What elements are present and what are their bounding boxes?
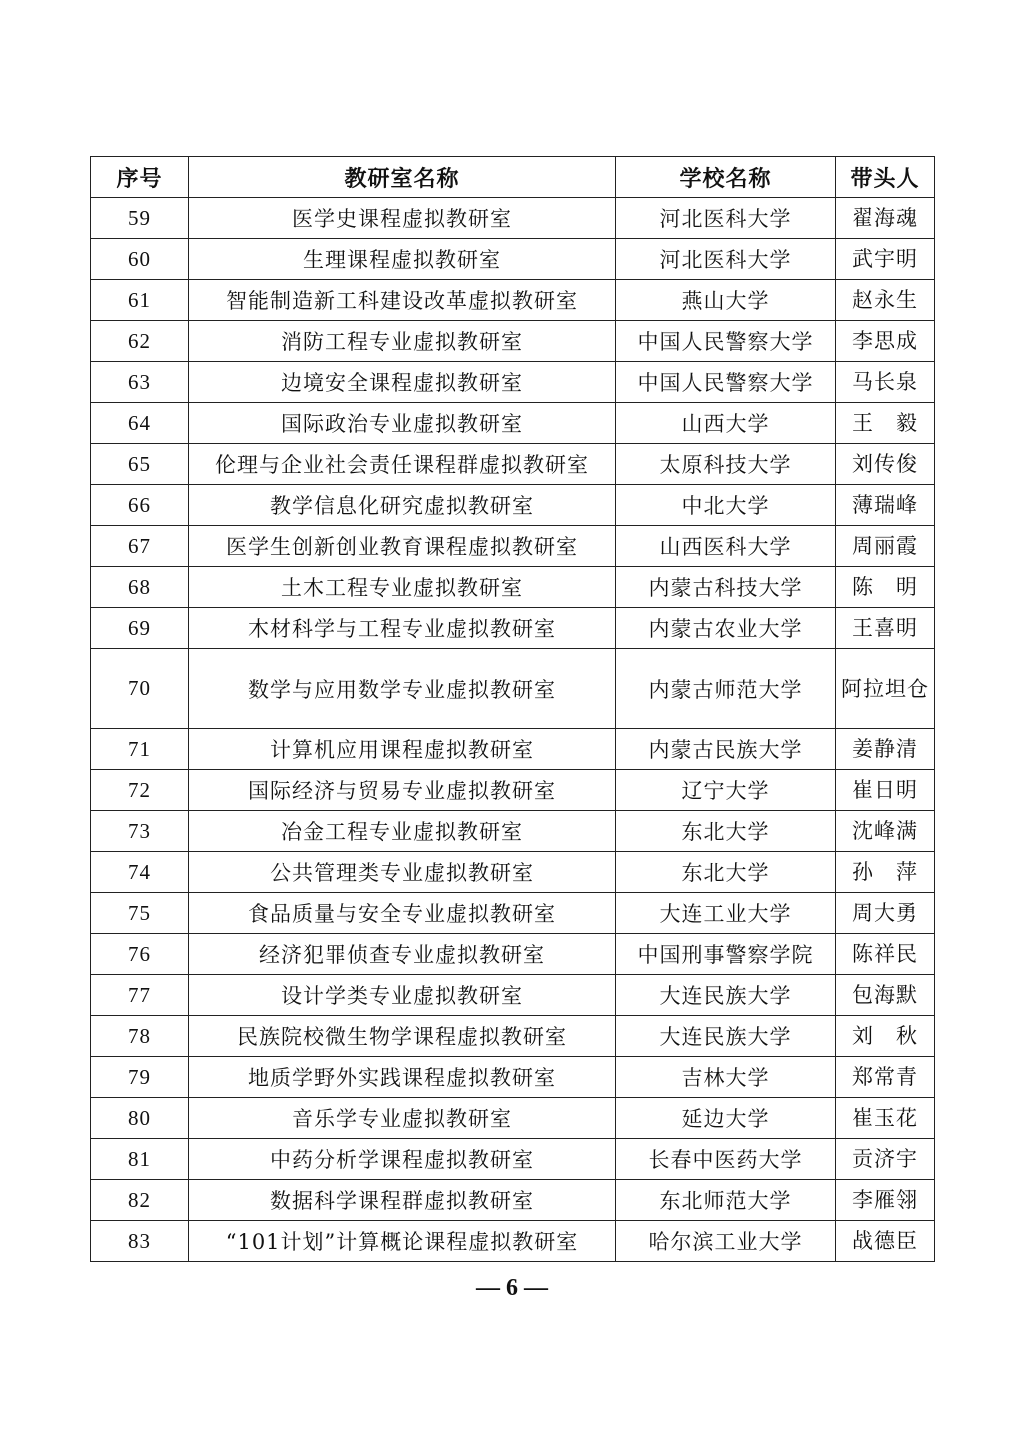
cell-lab-name: 国际经济与贸易专业虚拟教研室 <box>189 770 616 811</box>
table-row <box>91 321 935 362</box>
cell-lab-name: 经济犯罪侦查专业虚拟教研室 <box>189 934 616 975</box>
cell-lab-name: 土木工程专业虚拟教研室 <box>189 567 616 608</box>
cell-leader: 郑常青 <box>836 1057 935 1098</box>
cell-lab-name: 教学信息化研究虚拟教研室 <box>189 485 616 526</box>
cell-lab-name: 食品质量与安全专业虚拟教研室 <box>189 893 616 934</box>
cell-school-name: 河北医科大学 <box>616 198 836 239</box>
table-body <box>91 198 935 1262</box>
cell-index: 71 <box>91 729 189 770</box>
cell-leader: 周丽霞 <box>836 526 935 567</box>
cell-school-name: 内蒙古民族大学 <box>616 729 836 770</box>
table-row <box>91 1139 935 1180</box>
cell-school-name: 内蒙古师范大学 <box>616 649 836 729</box>
cell-lab-name: 医学生创新创业教育课程虚拟教研室 <box>189 526 616 567</box>
table-row <box>91 608 935 649</box>
table-row <box>91 526 935 567</box>
cell-leader: 赵永生 <box>836 280 935 321</box>
cell-school-name: 中国人民警察大学 <box>616 321 836 362</box>
cell-index: 78 <box>91 1016 189 1057</box>
table-row <box>91 362 935 403</box>
cell-school-name: 东北大学 <box>616 852 836 893</box>
table-row <box>91 1221 935 1262</box>
cell-lab-name: 边境安全课程虚拟教研室 <box>189 362 616 403</box>
cell-leader: 李雁翎 <box>836 1180 935 1221</box>
table-row <box>91 770 935 811</box>
cell-leader: 武宇明 <box>836 239 935 280</box>
cell-index: 67 <box>91 526 189 567</box>
table-row <box>91 934 935 975</box>
header-school-name: 学校名称 <box>616 157 836 198</box>
cell-index: 79 <box>91 1057 189 1098</box>
cell-index: 81 <box>91 1139 189 1180</box>
table-row <box>91 403 935 444</box>
table-row <box>91 1098 935 1139</box>
header-index: 序号 <box>91 157 189 198</box>
cell-lab-name: 中药分析学课程虚拟教研室 <box>189 1139 616 1180</box>
cell-lab-name: 数据科学课程群虚拟教研室 <box>189 1180 616 1221</box>
cell-leader: 周大勇 <box>836 893 935 934</box>
cell-index: 70 <box>91 649 189 729</box>
cell-leader: 翟海魂 <box>836 198 935 239</box>
cell-school-name: 东北大学 <box>616 811 836 852</box>
cell-index: 63 <box>91 362 189 403</box>
cell-index: 76 <box>91 934 189 975</box>
cell-lab-name: 公共管理类专业虚拟教研室 <box>189 852 616 893</box>
cell-leader: 刘传俊 <box>836 444 935 485</box>
cell-school-name: 内蒙古农业大学 <box>616 608 836 649</box>
cell-school-name: 山西医科大学 <box>616 526 836 567</box>
cell-school-name: 太原科技大学 <box>616 444 836 485</box>
cell-school-name: 哈尔滨工业大学 <box>616 1221 836 1262</box>
cell-school-name: 大连民族大学 <box>616 1016 836 1057</box>
cell-lab-name: 消防工程专业虚拟教研室 <box>189 321 616 362</box>
cell-school-name: 延边大学 <box>616 1098 836 1139</box>
cell-school-name: 吉林大学 <box>616 1057 836 1098</box>
cell-lab-name: 设计学类专业虚拟教研室 <box>189 975 616 1016</box>
cell-leader: 王 毅 <box>836 403 935 444</box>
cell-school-name: 河北医科大学 <box>616 239 836 280</box>
cell-lab-name: 计算机应用课程虚拟教研室 <box>189 729 616 770</box>
cell-index: 72 <box>91 770 189 811</box>
cell-index: 61 <box>91 280 189 321</box>
cell-school-name: 长春中医药大学 <box>616 1139 836 1180</box>
cell-index: 65 <box>91 444 189 485</box>
cell-leader: 包海默 <box>836 975 935 1016</box>
cell-index: 64 <box>91 403 189 444</box>
header-lab-name: 教研室名称 <box>189 157 616 198</box>
cell-index: 59 <box>91 198 189 239</box>
cell-leader: 姜静清 <box>836 729 935 770</box>
header-leader: 带头人 <box>836 157 935 198</box>
cell-leader: 贡济宇 <box>836 1139 935 1180</box>
cell-school-name: 大连民族大学 <box>616 975 836 1016</box>
cell-lab-name: 医学史课程虚拟教研室 <box>189 198 616 239</box>
table-row <box>91 444 935 485</box>
cell-index: 66 <box>91 485 189 526</box>
cell-leader: 王喜明 <box>836 608 935 649</box>
cell-school-name: 中国刑事警察学院 <box>616 934 836 975</box>
cell-lab-name: 数学与应用数学专业虚拟教研室 <box>189 649 616 729</box>
cell-leader: 刘 秋 <box>836 1016 935 1057</box>
cell-lab-name: 木材科学与工程专业虚拟教研室 <box>189 608 616 649</box>
table-row <box>91 280 935 321</box>
cell-index: 75 <box>91 893 189 934</box>
cell-lab-name: 冶金工程专业虚拟教研室 <box>189 811 616 852</box>
cell-lab-name: 音乐学专业虚拟教研室 <box>189 1098 616 1139</box>
table-row <box>91 567 935 608</box>
table-row <box>91 811 935 852</box>
cell-leader: 陈祥民 <box>836 934 935 975</box>
cell-index: 73 <box>91 811 189 852</box>
cell-leader: 孙 萍 <box>836 852 935 893</box>
table-row <box>91 852 935 893</box>
table-row <box>91 1180 935 1221</box>
cell-lab-name: “101计划”计算概论课程虚拟教研室 <box>189 1221 616 1262</box>
cell-lab-name: 地质学野外实践课程虚拟教研室 <box>189 1057 616 1098</box>
lab-list-table <box>90 156 935 1262</box>
cell-lab-name: 伦理与企业社会责任课程群虚拟教研室 <box>189 444 616 485</box>
cell-school-name: 燕山大学 <box>616 280 836 321</box>
cell-school-name: 大连工业大学 <box>616 893 836 934</box>
cell-index: 82 <box>91 1180 189 1221</box>
cell-index: 74 <box>91 852 189 893</box>
table-row <box>91 485 935 526</box>
cell-lab-name: 国际政治专业虚拟教研室 <box>189 403 616 444</box>
table-row <box>91 649 935 729</box>
cell-leader: 崔日明 <box>836 770 935 811</box>
table-row <box>91 975 935 1016</box>
cell-index: 60 <box>91 239 189 280</box>
table-row <box>91 729 935 770</box>
cell-leader: 战德臣 <box>836 1221 935 1262</box>
cell-school-name: 中国人民警察大学 <box>616 362 836 403</box>
cell-leader: 阿拉坦仓 <box>836 649 935 729</box>
cell-school-name: 东北师范大学 <box>616 1180 836 1221</box>
table-row <box>91 239 935 280</box>
cell-school-name: 山西大学 <box>616 403 836 444</box>
cell-index: 83 <box>91 1221 189 1262</box>
cell-index: 62 <box>91 321 189 362</box>
cell-lab-name: 智能制造新工科建设改革虚拟教研室 <box>189 280 616 321</box>
table-row <box>91 1016 935 1057</box>
cell-lab-name: 生理课程虚拟教研室 <box>189 239 616 280</box>
cell-leader: 马长泉 <box>836 362 935 403</box>
cell-school-name: 中北大学 <box>616 485 836 526</box>
cell-leader: 李思成 <box>836 321 935 362</box>
cell-index: 68 <box>91 567 189 608</box>
cell-index: 80 <box>91 1098 189 1139</box>
cell-leader: 陈 明 <box>836 567 935 608</box>
table-row <box>91 1057 935 1098</box>
table-row <box>91 893 935 934</box>
cell-index: 69 <box>91 608 189 649</box>
cell-leader: 薄瑞峰 <box>836 485 935 526</box>
table-header-row <box>91 157 935 198</box>
cell-lab-name: 民族院校微生物学课程虚拟教研室 <box>189 1016 616 1057</box>
cell-school-name: 辽宁大学 <box>616 770 836 811</box>
page-number: — 6 — <box>476 1275 548 1301</box>
cell-school-name: 内蒙古科技大学 <box>616 567 836 608</box>
cell-index: 77 <box>91 975 189 1016</box>
cell-leader: 崔玉花 <box>836 1098 935 1139</box>
cell-leader: 沈峰满 <box>836 811 935 852</box>
table-row <box>91 198 935 239</box>
